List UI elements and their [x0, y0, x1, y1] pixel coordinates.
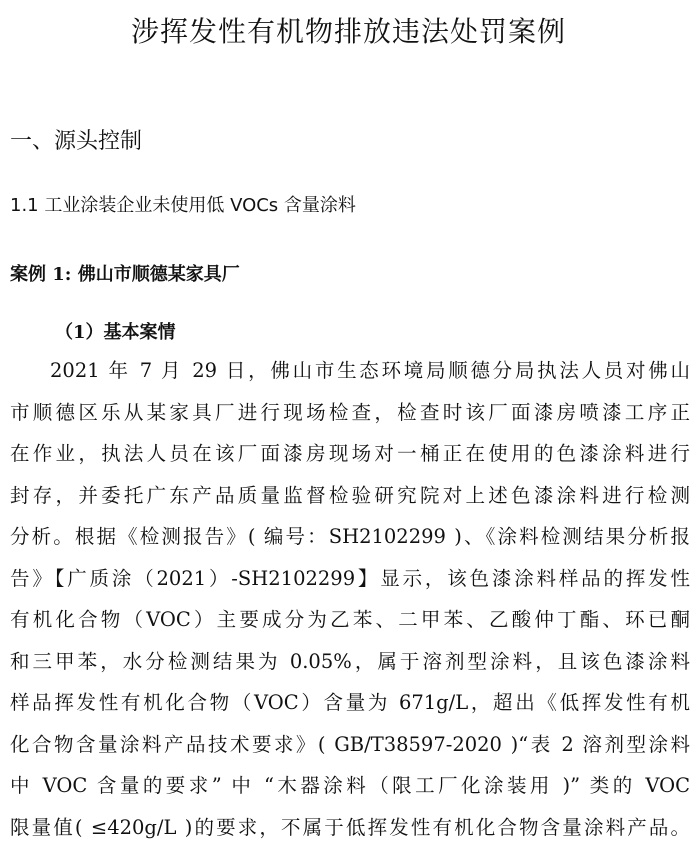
paragraph-line: 和三甲苯，水分检测结果为 0.05%，属于溶剂型涂料，且该色漆涂料	[10, 647, 690, 689]
paragraph-line: 告》【广质涂（2021）-SH2102299】显示，该色漆涂料样品的挥发性	[10, 564, 690, 606]
paragraph-line: 限量值( ≤420g/L )的要求，不属于低挥发性有机化合物含量涂料产品。	[10, 813, 690, 854]
paragraph-line: 分析。根据《检测报告》( 编号：SH2102299 )、《涂料检测结果分析报	[10, 522, 690, 564]
document-title: 涉挥发性有机物排放违法处罚案例	[0, 10, 697, 50]
case-title: 案例 1: 佛山市顺德某家具厂	[10, 260, 240, 286]
subsection-heading: 1.1 工业涂装企业未使用低 VOCs 含量涂料	[10, 191, 356, 217]
paragraph-line: 在作业，执法人员在该厂面漆房现场对一桶正在使用的色漆涂料进行	[10, 439, 690, 481]
case-subheading: （1）基本案情	[55, 318, 176, 344]
paragraph-line: 2021 年 7 月 29 日，佛山市生态环境局顺德分局执法人员对佛山	[10, 356, 690, 398]
paragraph-line: 中 VOC 含量的要求” 中 “木器涂料（限工厂化涂装用 )” 类的 VOC	[10, 771, 690, 813]
paragraph-line: 封存，并委托广东产品质量监督检验研究院对上述色漆涂料进行检测	[10, 481, 690, 523]
paragraph-line: 有机化合物（VOC）主要成分为乙苯、二甲苯、乙酸仲丁酯、环已酮	[10, 605, 690, 647]
paragraph-line: 样品挥发性有机化合物（VOC）含量为 671g/L，超出《低挥发性有机	[10, 688, 690, 730]
section-heading: 一、源头控制	[10, 124, 142, 155]
case-paragraph	[10, 356, 690, 854]
paragraph-line: 市顺德区乐从某家具厂进行现场检查，检查时该厂面漆房喷漆工序正	[10, 398, 690, 440]
paragraph-line: 化合物含量涂料产品技术要求》( GB/T38597-2020 )“表 2 溶剂型涂料	[10, 730, 690, 772]
